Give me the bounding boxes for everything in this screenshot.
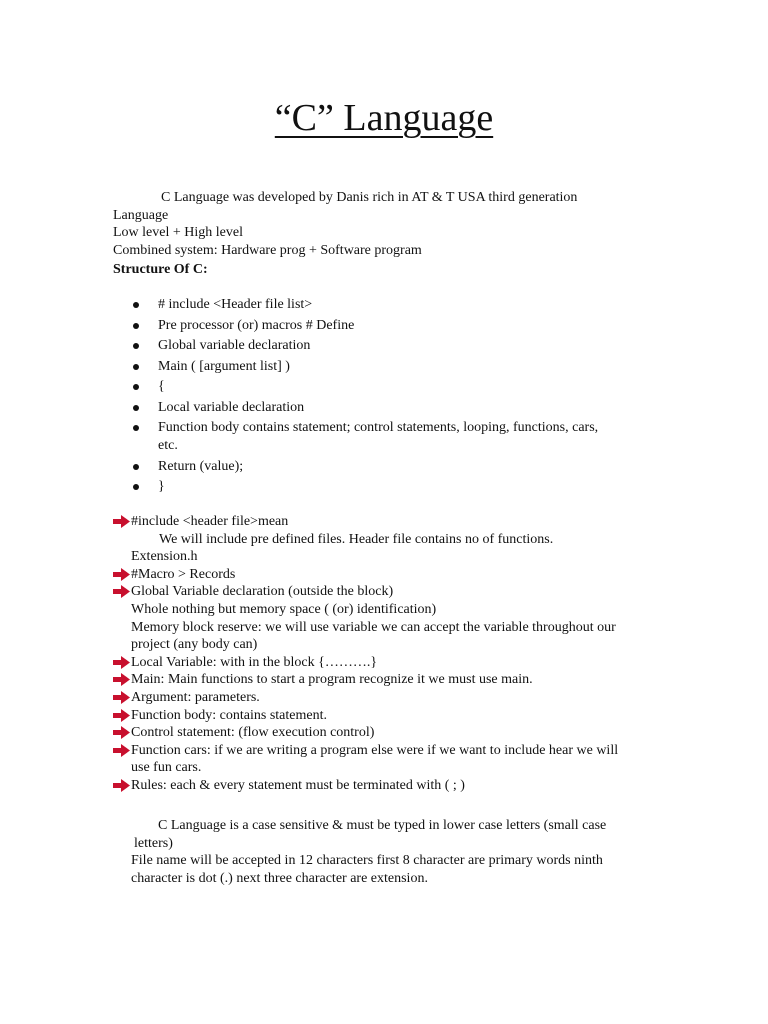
- structure-item: [113, 378, 643, 396]
- intro-line: Language: [113, 207, 169, 223]
- intro-line: Low level + High level: [113, 225, 243, 241]
- right-arrow-icon: [113, 691, 130, 704]
- structure-item: [113, 419, 643, 455]
- structure-item-text: Pre processor (or) macros # Define: [158, 317, 355, 333]
- note-item: [113, 654, 673, 672]
- structure-item: [113, 337, 643, 355]
- note-text: Argument: parameters.: [131, 689, 260, 705]
- bullet-icon: [133, 302, 139, 308]
- structure-item-text-continued: etc.: [158, 438, 178, 453]
- bullet-icon: [133, 405, 139, 411]
- closing-line: letters): [134, 835, 173, 851]
- structure-item-text: Function body contains statement; control statements, looping, functions, cars,: [158, 420, 599, 435]
- closing-line: C Language is a case sensitive & must be typed in lower case letters (small case: [158, 818, 607, 833]
- closing-paragraph: [131, 817, 661, 887]
- structure-item-text: # include <Header file list>: [158, 297, 313, 312]
- intro-paragraph: [113, 189, 633, 259]
- note-item: [113, 724, 673, 742]
- closing-line: File name will be accepted in 12 characters first 8 character are primary words ninth: [131, 853, 603, 869]
- structure-item-text: Main ( [argument list] ): [158, 358, 290, 374]
- note-text: Control statement: (flow execution control): [131, 725, 375, 741]
- note-text: Local Variable: with in the block {……….}: [131, 654, 378, 670]
- structure-item-text: {: [158, 379, 165, 394]
- note-item: [113, 513, 673, 566]
- structure-item: [113, 296, 643, 314]
- structure-item: [113, 317, 643, 335]
- structure-item-text: Local variable declaration: [158, 399, 305, 415]
- note-item: [113, 707, 673, 725]
- right-arrow-icon: [113, 656, 130, 669]
- structure-item: [113, 458, 643, 476]
- note-text: Rules: each & every statement must be terminated with ( ; ): [131, 777, 465, 793]
- structure-item: [113, 399, 643, 417]
- bullet-icon: [133, 323, 139, 329]
- bullet-icon: [133, 343, 139, 349]
- right-arrow-icon: [113, 673, 130, 686]
- structure-list: [113, 296, 643, 499]
- intro-line: C Language was developed by Danis rich in AT & T USA third generation: [161, 190, 578, 205]
- intro-line: Combined system: Hardware prog + Software program: [113, 242, 422, 258]
- right-arrow-icon: [113, 709, 130, 722]
- note-item: [113, 583, 673, 653]
- note-item: [113, 689, 673, 707]
- note-detail: We will include pre defined files. Header file contains no of functions.: [159, 531, 554, 547]
- structure-item-text: }: [158, 479, 165, 494]
- notes-list: [113, 513, 673, 795]
- right-arrow-icon: [113, 726, 130, 739]
- note-item: [113, 742, 673, 777]
- note-detail: project (any body can): [131, 637, 258, 653]
- page-title: “C” Language: [274, 97, 494, 139]
- note-detail: Extension.h: [131, 549, 198, 565]
- right-arrow-icon: [113, 744, 130, 757]
- note-item: [113, 671, 673, 689]
- note-detail: Whole nothing but memory space ( (or) identification): [131, 601, 437, 617]
- bullet-icon: [133, 384, 139, 390]
- bullet-icon: [133, 364, 139, 370]
- right-arrow-icon: [113, 568, 130, 581]
- right-arrow-icon: [113, 779, 130, 792]
- structure-item-text: Return (value);: [158, 458, 244, 474]
- right-arrow-icon: [113, 515, 130, 528]
- note-text: Function body: contains statement.: [131, 707, 327, 723]
- note-detail: Memory block reserve: we will use variable we can accept the variable throughout our: [131, 619, 616, 635]
- note-text: Main: Main functions to start a program recognize it we must use main.: [131, 672, 533, 688]
- note-text: #Macro > Records: [131, 566, 236, 582]
- bullet-icon: [133, 425, 139, 431]
- note-item: [113, 777, 673, 795]
- note-detail: use fun cars.: [131, 760, 202, 776]
- right-arrow-icon: [113, 585, 130, 598]
- structure-item-text: Global variable declaration: [158, 338, 311, 353]
- closing-line: character is dot (.) next three character are extension.: [131, 870, 428, 886]
- bullet-icon: [133, 484, 139, 490]
- structure-item: [113, 358, 643, 376]
- bullet-icon: [133, 464, 139, 470]
- structure-heading: Structure Of C:: [113, 262, 208, 277]
- structure-item: [113, 478, 643, 496]
- note-text: #include <header file>mean: [131, 514, 289, 529]
- note-text: Global Variable declaration (outside the block): [131, 584, 394, 600]
- note-text: Function cars: if we are writing a program else were if we want to include hear we will: [131, 742, 619, 758]
- note-item: [113, 566, 673, 584]
